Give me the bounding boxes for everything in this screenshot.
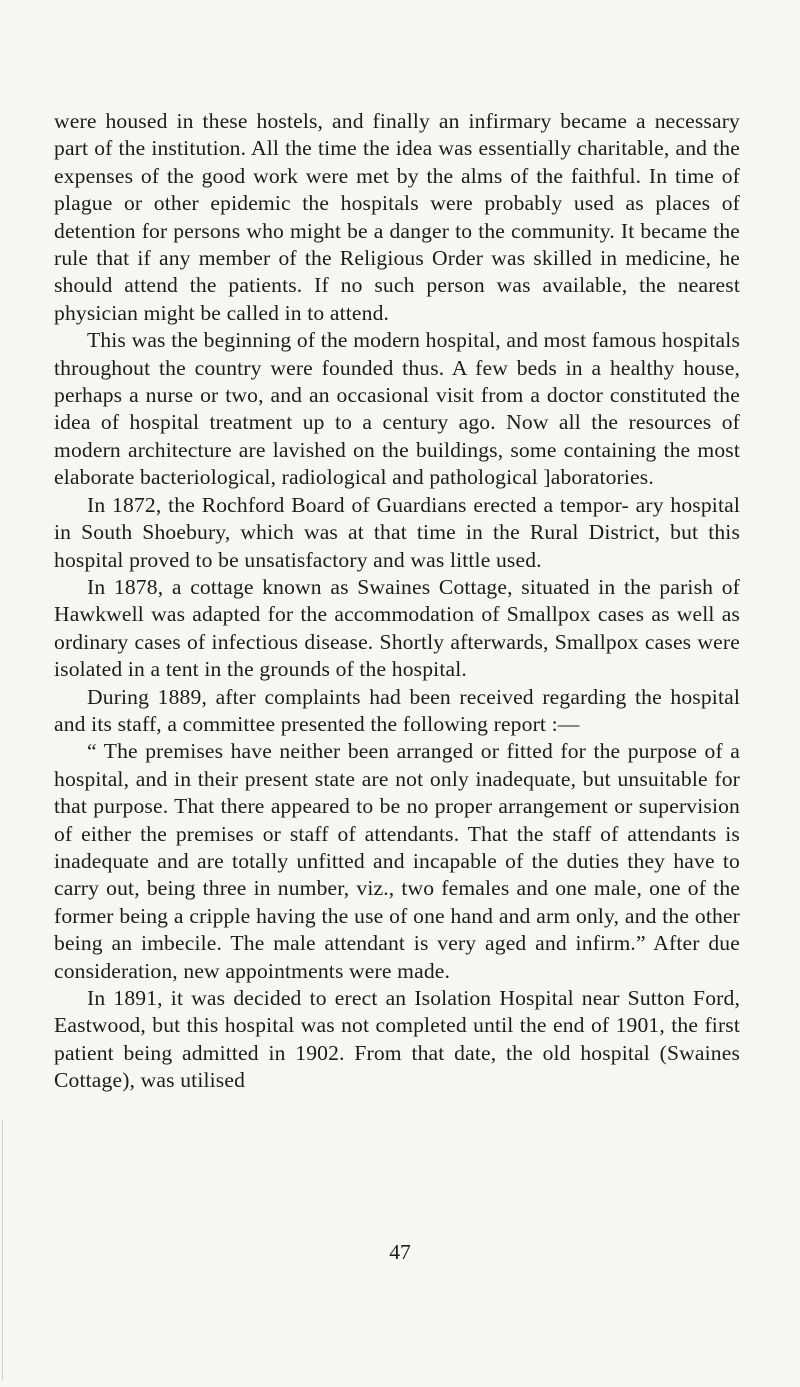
paragraph: were housed in these hostels, and finally an infirmary became a necessary part of the institution. All the time the idea was essentially charitable, and the expenses of the good work were met by the alms of the faithful. In time of plague or other epidemic the hospitals were probably used as places of detention for persons who might be a danger to the community. It became the rule that if any member of the Religious Order was skilled in medicine, he should attend the patients. If no such person was available, the nearest physician might be called in to attend. <box>54 109 740 325</box>
quoted-report-paragraph: “ The premises have neither been arranged or fitted for the purpose of a hospital, and in their present state are not only inadequate, but unsuitable for that purpose. That there appeared to be no proper arrangement or supervision of either the premises or staff of attendants. That the staff of attendants is inadequate and are totally unfitted and incapable of the duties they have to carry out, being three in number, viz., two females and one male, one of the former being a cripple having the use of one hand and arm only, and the other being an imbecile. The male attendant is very aged and infirm.” After due consideration, new appointments were made. <box>54 739 740 983</box>
paragraph: In 1872, the Rochford Board of Guardians erected a tempor- ary hospital in South Shoebury, which was at that time in the Rural District, but this hospital proved to be unsatisfactory and was little used. <box>54 492 740 572</box>
paragraph: In 1878, a cottage known as Swaines Cottage, situated in the parish of Hawkwell was adapted for the accommodation of Smallpox cases as well as ordinary cases of infectious disease. Shortly afterwards, Smallpox cases were isolated in a tent in the grounds of the hospital. <box>54 574 740 682</box>
page-body <box>54 108 740 1095</box>
paragraph: In 1891, it was decided to erect an Isolation Hospital near Sutton Ford, Eastwood, but this hospital was not completed until the end of 1901, the first patient being admitted in 1902. From that date, the old hospital (Swaines Cottage), was utilised <box>54 986 740 1093</box>
paragraph: During 1889, after complaints had been received regarding the hospital and its staff, a committee presented the following report :— <box>54 684 740 736</box>
scan-edge-line <box>2 1120 3 1380</box>
paragraph: This was the beginning of the modern hospital, and most famous hospitals throughout the country were founded thus. A few beds in a healthy house, perhaps a nurse or two, and an occasional visit from a doctor constituted the idea of hospital treatment up to a century ago. Now all the resources of modern architecture are lavished on the buildings, some containing the most elaborate bacteriological, radiological and pathological ]aboratories. <box>54 328 740 490</box>
page-number: 47 <box>389 1240 411 1264</box>
